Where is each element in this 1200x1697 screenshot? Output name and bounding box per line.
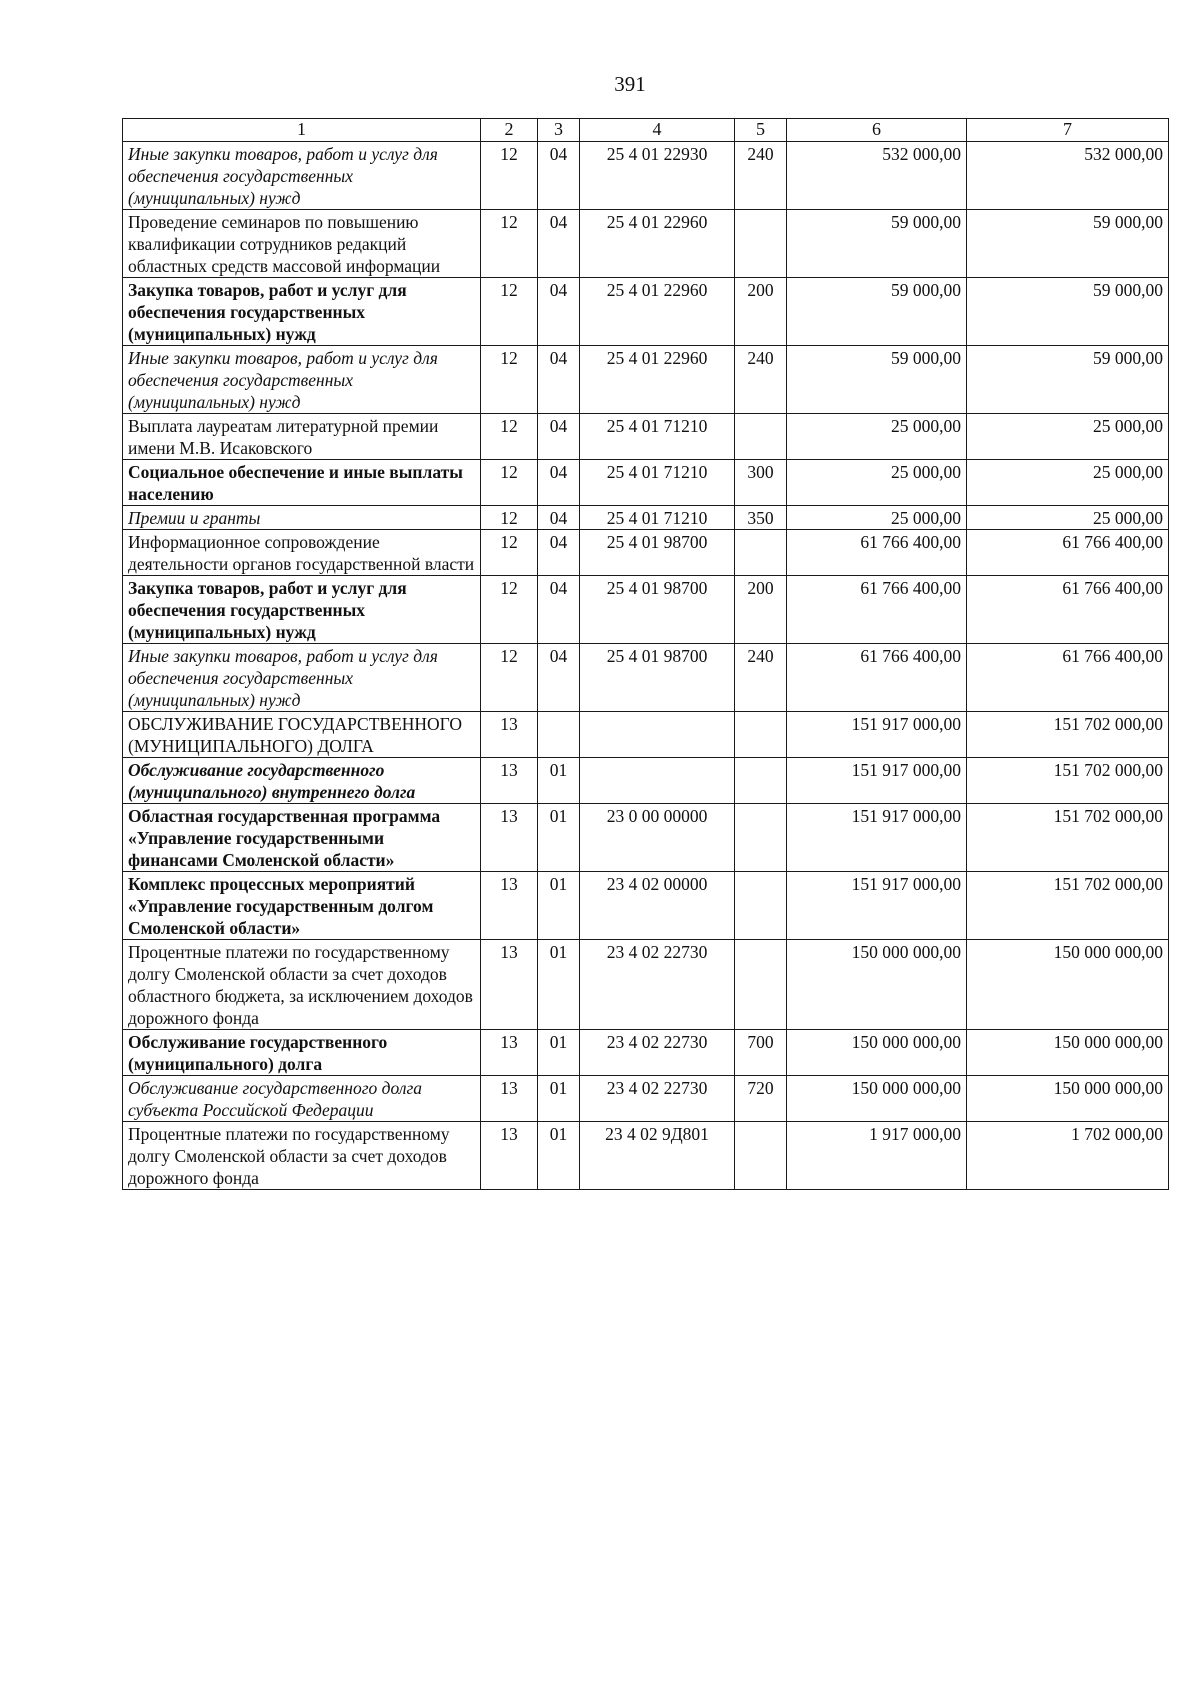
header-col-7: 7 (967, 119, 1169, 142)
section-code: 13 (481, 940, 538, 1030)
amount-year-2: 61 766 400,00 (967, 576, 1169, 644)
subsection-code: 04 (538, 346, 580, 414)
table-row (123, 278, 1169, 346)
table-row (123, 1122, 1169, 1190)
section-code: 12 (481, 576, 538, 644)
row-name: Проведение семинаров по повышению квалификации сотрудников редакций областных средств массовой информации (123, 210, 481, 278)
row-name: Закупка товаров, работ и услуг для обеспечения государственных (муниципальных) нужд (123, 278, 481, 346)
section-code: 13 (481, 712, 538, 758)
section-code: 12 (481, 346, 538, 414)
target-article-code: 23 4 02 9Д801 (580, 1122, 735, 1190)
row-name: Премии и гранты (123, 506, 481, 530)
section-code: 13 (481, 804, 538, 872)
amount-year-1: 59 000,00 (787, 210, 967, 278)
amount-year-2: 151 702 000,00 (967, 804, 1169, 872)
amount-year-1: 59 000,00 (787, 346, 967, 414)
row-name: Процентные платежи по государственному долгу Смоленской области за счет доходов дорожного фонда (123, 1122, 481, 1190)
amount-year-2: 59 000,00 (967, 278, 1169, 346)
amount-year-2: 151 702 000,00 (967, 758, 1169, 804)
amount-year-2: 150 000 000,00 (967, 1030, 1169, 1076)
subsection-code: 04 (538, 142, 580, 210)
target-article-code: 23 0 00 00000 (580, 804, 735, 872)
target-article-code: 25 4 01 71210 (580, 460, 735, 506)
section-code: 12 (481, 506, 538, 530)
amount-year-1: 151 917 000,00 (787, 804, 967, 872)
table-header-row (123, 119, 1169, 142)
expense-type-code (735, 758, 787, 804)
amount-year-2: 61 766 400,00 (967, 530, 1169, 576)
expense-type-code: 350 (735, 506, 787, 530)
amount-year-1: 61 766 400,00 (787, 644, 967, 712)
header-col-4: 4 (580, 119, 735, 142)
amount-year-1: 151 917 000,00 (787, 872, 967, 940)
row-name: Обслуживание государственного долга субъекта Российской Федерации (123, 1076, 481, 1122)
amount-year-1: 61 766 400,00 (787, 530, 967, 576)
section-code: 12 (481, 644, 538, 712)
amount-year-2: 61 766 400,00 (967, 644, 1169, 712)
expense-type-code (735, 1122, 787, 1190)
target-article-code: 25 4 01 71210 (580, 506, 735, 530)
amount-year-2: 532 000,00 (967, 142, 1169, 210)
target-article-code: 25 4 01 98700 (580, 530, 735, 576)
table-row (123, 530, 1169, 576)
table-row (123, 644, 1169, 712)
amount-year-2: 25 000,00 (967, 506, 1169, 530)
table-row (123, 414, 1169, 460)
target-article-code: 23 4 02 22730 (580, 1030, 735, 1076)
expense-type-code: 240 (735, 142, 787, 210)
expense-type-code (735, 530, 787, 576)
amount-year-2: 1 702 000,00 (967, 1122, 1169, 1190)
row-name: Иные закупки товаров, работ и услуг для обеспечения государственных (муниципальных) нужд (123, 142, 481, 210)
subsection-code: 01 (538, 1030, 580, 1076)
subsection-code: 04 (538, 644, 580, 712)
amount-year-1: 25 000,00 (787, 506, 967, 530)
amount-year-2: 151 702 000,00 (967, 712, 1169, 758)
expense-type-code (735, 414, 787, 460)
target-article-code (580, 758, 735, 804)
table-row (123, 940, 1169, 1030)
expense-type-code (735, 210, 787, 278)
expense-type-code: 240 (735, 346, 787, 414)
table-row (123, 804, 1169, 872)
subsection-code: 04 (538, 460, 580, 506)
expense-type-code: 720 (735, 1076, 787, 1122)
amount-year-2: 150 000 000,00 (967, 940, 1169, 1030)
subsection-code: 04 (538, 210, 580, 278)
budget-table (122, 118, 1169, 1190)
expense-type-code (735, 872, 787, 940)
expense-type-code: 300 (735, 460, 787, 506)
row-name: ОБСЛУЖИВАНИЕ ГОСУДАРСТВЕННОГО (МУНИЦИПАЛЬНОГО) ДОЛГА (123, 712, 481, 758)
expense-type-code (735, 940, 787, 1030)
row-name: Областная государственная программа «Управление государственными финансами Смоленской области» (123, 804, 481, 872)
row-name: Выплата лауреатам литературной премии имени М.В. Исаковского (123, 414, 481, 460)
expense-type-code: 200 (735, 278, 787, 346)
row-name: Иные закупки товаров, работ и услуг для обеспечения государственных (муниципальных) нужд (123, 644, 481, 712)
table-row (123, 712, 1169, 758)
row-name: Обслуживание государственного (муниципального) долга (123, 1030, 481, 1076)
target-article-code: 25 4 01 22960 (580, 346, 735, 414)
amount-year-1: 61 766 400,00 (787, 576, 967, 644)
expense-type-code (735, 712, 787, 758)
row-name: Обслуживание государственного (муниципального) внутреннего долга (123, 758, 481, 804)
amount-year-2: 25 000,00 (967, 414, 1169, 460)
amount-year-2: 150 000 000,00 (967, 1076, 1169, 1122)
section-code: 13 (481, 1076, 538, 1122)
target-article-code: 23 4 02 22730 (580, 940, 735, 1030)
section-code: 13 (481, 758, 538, 804)
amount-year-1: 150 000 000,00 (787, 1076, 967, 1122)
subsection-code: 01 (538, 1122, 580, 1190)
section-code: 13 (481, 1122, 538, 1190)
subsection-code: 01 (538, 758, 580, 804)
subsection-code: 04 (538, 530, 580, 576)
amount-year-2: 59 000,00 (967, 346, 1169, 414)
row-name: Социальное обеспечение и иные выплаты населению (123, 460, 481, 506)
target-article-code (580, 712, 735, 758)
amount-year-2: 25 000,00 (967, 460, 1169, 506)
amount-year-1: 1 917 000,00 (787, 1122, 967, 1190)
header-col-1: 1 (123, 119, 481, 142)
subsection-code: 04 (538, 506, 580, 530)
row-name: Закупка товаров, работ и услуг для обеспечения государственных (муниципальных) нужд (123, 576, 481, 644)
subsection-code (538, 712, 580, 758)
amount-year-1: 150 000 000,00 (787, 940, 967, 1030)
amount-year-1: 25 000,00 (787, 414, 967, 460)
header-col-6: 6 (787, 119, 967, 142)
section-code: 12 (481, 278, 538, 346)
amount-year-1: 151 917 000,00 (787, 758, 967, 804)
amount-year-1: 59 000,00 (787, 278, 967, 346)
row-name: Иные закупки товаров, работ и услуг для обеспечения государственных (муниципальных) нужд (123, 346, 481, 414)
amount-year-1: 151 917 000,00 (787, 712, 967, 758)
subsection-code: 01 (538, 1076, 580, 1122)
expense-type-code: 200 (735, 576, 787, 644)
subsection-code: 04 (538, 576, 580, 644)
page-number: 391 (614, 72, 646, 96)
table-row (123, 758, 1169, 804)
table-row (123, 210, 1169, 278)
target-article-code: 25 4 01 22960 (580, 278, 735, 346)
subsection-code: 01 (538, 940, 580, 1030)
row-name: Информационное сопровождение деятельности органов государственной власти (123, 530, 481, 576)
target-article-code: 23 4 02 00000 (580, 872, 735, 940)
subsection-code: 01 (538, 804, 580, 872)
section-code: 12 (481, 142, 538, 210)
target-article-code: 25 4 01 22960 (580, 210, 735, 278)
header-col-5: 5 (735, 119, 787, 142)
header-col-2: 2 (481, 119, 538, 142)
row-name: Комплекс процессных мероприятий «Управление государственным долгом Смоленской области» (123, 872, 481, 940)
target-article-code: 25 4 01 71210 (580, 414, 735, 460)
section-code: 12 (481, 460, 538, 506)
section-code: 12 (481, 530, 538, 576)
amount-year-2: 151 702 000,00 (967, 872, 1169, 940)
table-row (123, 506, 1169, 530)
target-article-code: 25 4 01 98700 (580, 576, 735, 644)
section-code: 12 (481, 414, 538, 460)
expense-type-code: 240 (735, 644, 787, 712)
section-code: 13 (481, 1030, 538, 1076)
expense-type-code: 700 (735, 1030, 787, 1076)
subsection-code: 01 (538, 872, 580, 940)
table-row (123, 142, 1169, 210)
table-row (123, 872, 1169, 940)
section-code: 12 (481, 210, 538, 278)
section-code: 13 (481, 872, 538, 940)
target-article-code: 25 4 01 22930 (580, 142, 735, 210)
table-row (123, 1076, 1169, 1122)
target-article-code: 25 4 01 98700 (580, 644, 735, 712)
target-article-code: 23 4 02 22730 (580, 1076, 735, 1122)
table-row (123, 576, 1169, 644)
table-row (123, 346, 1169, 414)
table-row (123, 1030, 1169, 1076)
header-col-3: 3 (538, 119, 580, 142)
subsection-code: 04 (538, 278, 580, 346)
amount-year-2: 59 000,00 (967, 210, 1169, 278)
amount-year-1: 532 000,00 (787, 142, 967, 210)
amount-year-1: 150 000 000,00 (787, 1030, 967, 1076)
row-name: Процентные платежи по государственному долгу Смоленской области за счет доходов областного бюджета, за исключением доходов дорожного фонда (123, 940, 481, 1030)
amount-year-1: 25 000,00 (787, 460, 967, 506)
subsection-code: 04 (538, 414, 580, 460)
expense-type-code (735, 804, 787, 872)
table-body (123, 119, 1169, 1190)
table-row (123, 460, 1169, 506)
